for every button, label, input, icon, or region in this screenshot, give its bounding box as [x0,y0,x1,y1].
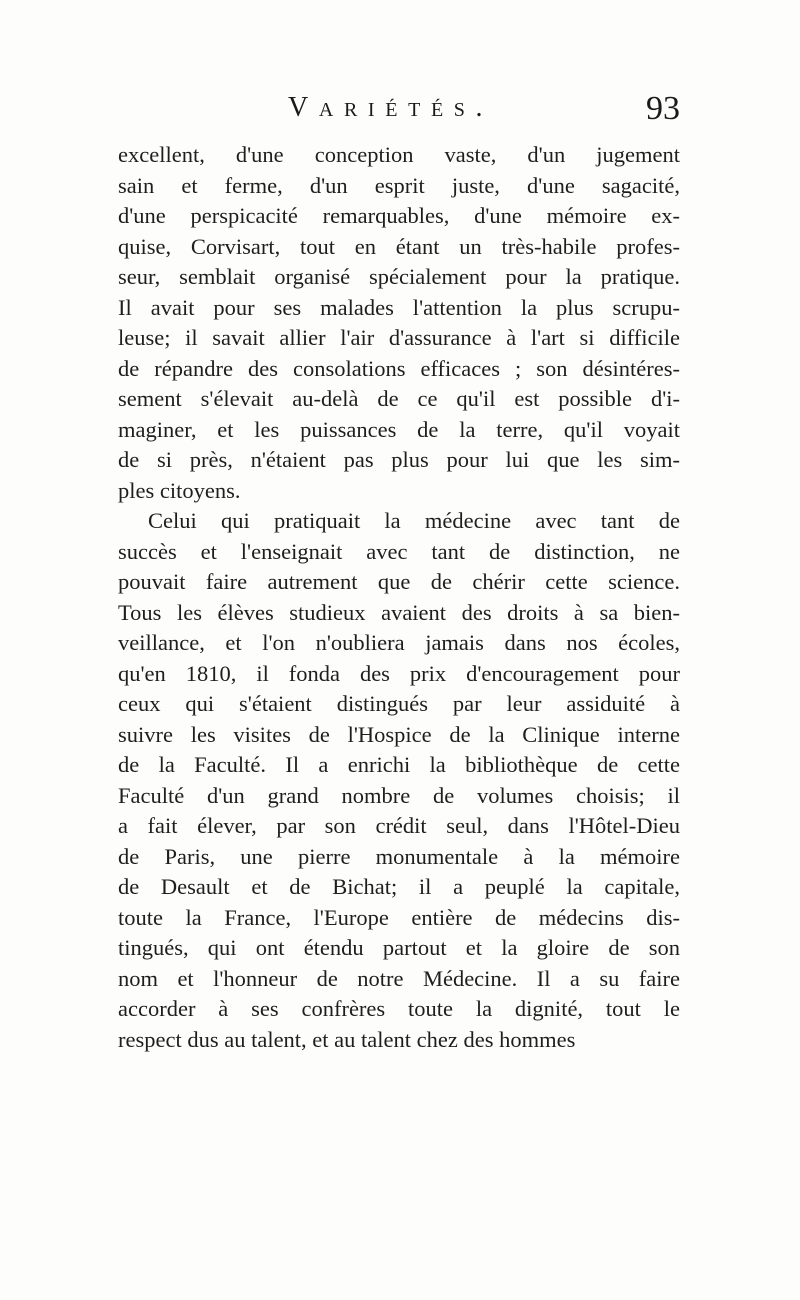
text-line: de répandre des consolations efficaces ; son désintéres- [118,355,680,381]
text-line: de si près, n'étaient pas plus pour lui que les sim- [118,447,680,472]
text-line: qu'en 1810, il fonda des prix d'encouragement pour [118,660,680,686]
text-line: sement s'élevait au-delà de ce qu'il est possible d'i- [118,386,680,411]
text-line: de Paris, une pierre monumentale à la mémoire [118,843,680,869]
text-line: veillance, et l'on n'oubliera jamais dans nos écoles, [118,630,680,655]
text-line: Celui qui pratiquait la médecine avec tant de [148,508,680,533]
text-line: excellent, d'une conception vaste, d'un jugement [118,142,680,167]
text-line: succès et l'enseignait avec tant de distinction, ne [118,538,680,564]
text-line: ceux qui s'étaient distingués par leur assiduité à [118,691,680,716]
text-line: a fait élever, par son crédit seul, dans l'Hôtel-Dieu [118,813,680,838]
text-line: ples citoyens. [118,477,241,503]
text-line: d'une perspicacité remarquables, d'une mémoire ex- [118,203,680,228]
running-head: Variétés. [288,92,494,123]
text-line: Il avait pour ses malades l'attention la plus scrupu- [118,294,680,320]
paragraph [118,506,680,1055]
text-line: sain et ferme, d'un esprit juste, d'une sagacité, [118,172,680,198]
body-text [118,140,680,1055]
text-line: Faculté d'un grand nombre de volumes choisis; il [118,782,680,808]
paragraph [118,140,680,506]
text-line: toute la France, l'Europe entière de médecins dis- [118,904,680,930]
page-header [118,92,680,132]
text-line: suivre les visites de l'Hospice de la Clinique interne [118,721,680,747]
text-line: Tous les élèves studieux avaient des droits à sa bien- [118,599,680,625]
text-line: de la Faculté. Il a enrichi la bibliothèque de cette [118,752,680,777]
text-line: accorder à ses confrères toute la dignité, tout le [118,996,680,1021]
text-line: pouvait faire autrement que de chérir cette science. [118,569,680,594]
text-line: de Desault et de Bichat; il a peuplé la capitale, [118,874,680,899]
text-line: tingués, qui ont étendu partout et la gloire de son [118,935,680,960]
page-number: 93 [646,90,680,127]
text-line: maginer, et les puissances de la terre, qu'il voyait [118,416,680,442]
text-line: leuse; il savait allier l'air d'assurance à l'art si difficile [118,325,680,350]
text-line: respect dus au talent, et au talent chez des hommes [118,1026,576,1052]
text-line: quise, Corvisart, tout en étant un très-habile profes- [118,233,680,259]
text-line: seur, semblait organisé spécialement pour la pratique. [118,264,680,289]
text-line: nom et l'honneur de notre Médecine. Il a su faire [118,965,680,991]
